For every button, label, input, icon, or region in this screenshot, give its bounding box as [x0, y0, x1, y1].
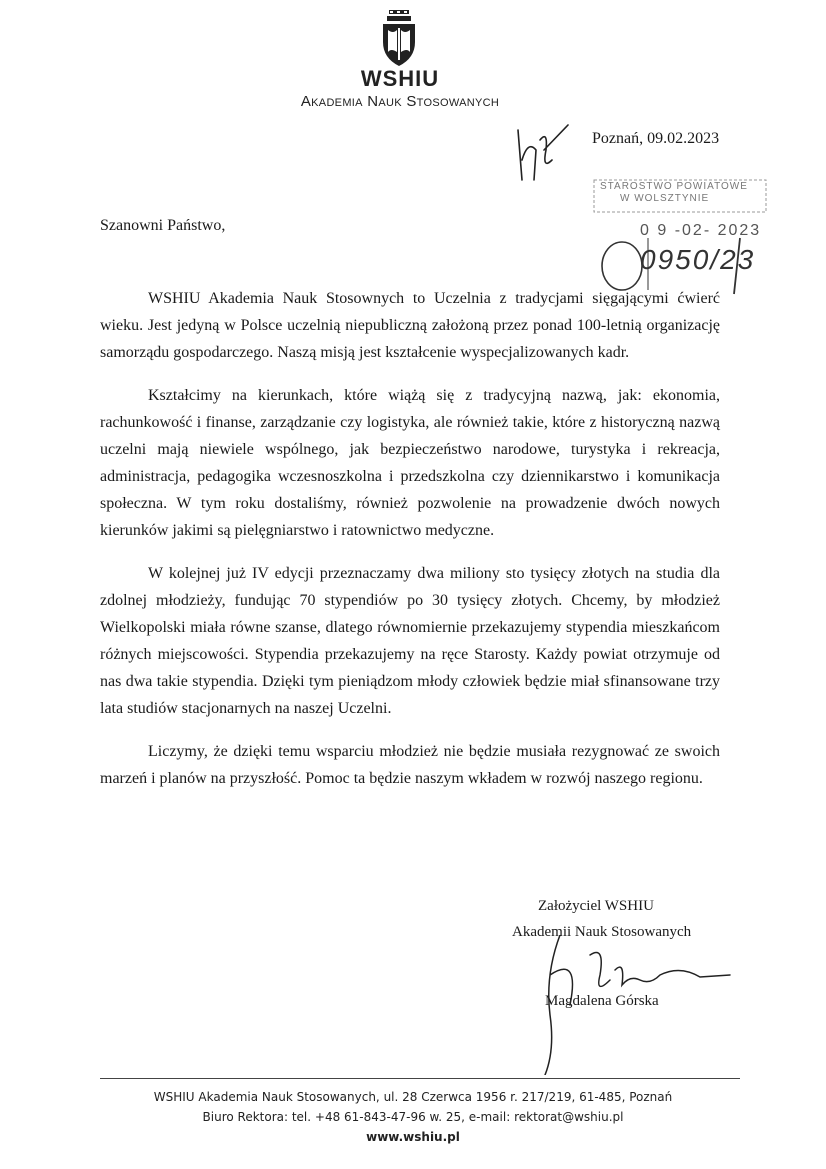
- stamp-office-name: STAROSTWO POWIATOWE: [600, 181, 748, 192]
- university-crest-icon: [375, 8, 423, 68]
- handwritten-initials: [508, 120, 578, 190]
- paragraph-3: W kolejnej już IV edycji przeznaczamy dwa miliony sto tysięcy złotych na studia dla zdolnej młodzieży, fundując 70 stypendiów po 30 tysięcy złotych. Chcemy, by młodzież Wielkopolski miała równe szanse, dlatego równomiernie przekazujemy stypendia mieszkańcom różnych miejscowości. Stypendia przekazujemy na ręce Starosty. Każdy powiat otrzymuje od nas dwa takie stypendia. Dzięki tym pieniądzom młody człowiek będzie miał sfinansowane trzy lata studiów stacjonarnych na naszej Uczelni.: [100, 565, 720, 717]
- logo-subtitle: Akademia Nauk Stosowanych: [300, 93, 500, 110]
- signatory-name: Magdalena Górska: [545, 993, 659, 1009]
- paragraph-2: Kształcimy na kierunkach, które wiążą się z tradycyjną nazwą, jak: ekonomia, rachunkowość i finanse, zarządzanie czy logistyka, ale również takie, które z historyczną nazwą uczelni mają niewiele wspólnego, jak bezpieczeństwo narodowe, turystyka i rekreacja, administracja, pedagogika wczesnoszkolna i przedszkolna czy dziennikarstwo i komunikacja społeczna. W tym roku dostaliśmy, również pozwolenie na prowadzenie dwóch nowych kierunków jakimi są pielęgniarstwo i ratownictwo medyczne.: [100, 387, 720, 539]
- place-and-date: Poznań, 09.02.2023: [592, 130, 720, 147]
- salutation: Szanowni Państwo,: [100, 217, 226, 234]
- stamp-office-location: W WOLSZTYNIE: [620, 193, 710, 204]
- footer-website-link[interactable]: www.wshiu.pl: [366, 1130, 460, 1144]
- stamp-date: 0 9 -02- 2023: [640, 222, 762, 239]
- stamp-reference-number: 0950/23: [640, 244, 756, 275]
- footer-contact: Biuro Rektora: tel. +48 61-843-47-96 w. 25, e-mail: rektorat@wshiu.pl: [202, 1110, 624, 1124]
- signatory-title: Założyciel WSHIU: [538, 898, 654, 914]
- footer-divider: [100, 1078, 740, 1079]
- handwritten-signature: [510, 935, 740, 1075]
- signatory-organization: Akademii Nauk Stosowanych: [512, 924, 692, 940]
- paragraph-1: WSHIU Akademia Nauk Stosownych to Uczelnia z tradycjami sięgającymi ćwierć wieku. Jest jedyną w Polsce uczelnią niepubliczną założoną przez ponad 100-letnią organizację samorządu gospodarczego. Naszą misją jest kształcenie wyspecjalizowanych kadr.: [100, 290, 720, 361]
- footer-address: WSHIU Akademia Nauk Stosowanych, ul. 28 Czerwca 1956 r. 217/219, 61-485, Poznań: [153, 1090, 673, 1104]
- logo-name: WSHIU: [360, 66, 440, 91]
- paragraph-4: Liczymy, że dzięki temu wsparciu młodzież nie będzie musiała rezygnować ze swoich marzeń i planów na przyszłość. Pomoc ta będzie naszym wkładem w rozwój naszego regionu.: [100, 743, 720, 787]
- letter-body: [100, 285, 720, 808]
